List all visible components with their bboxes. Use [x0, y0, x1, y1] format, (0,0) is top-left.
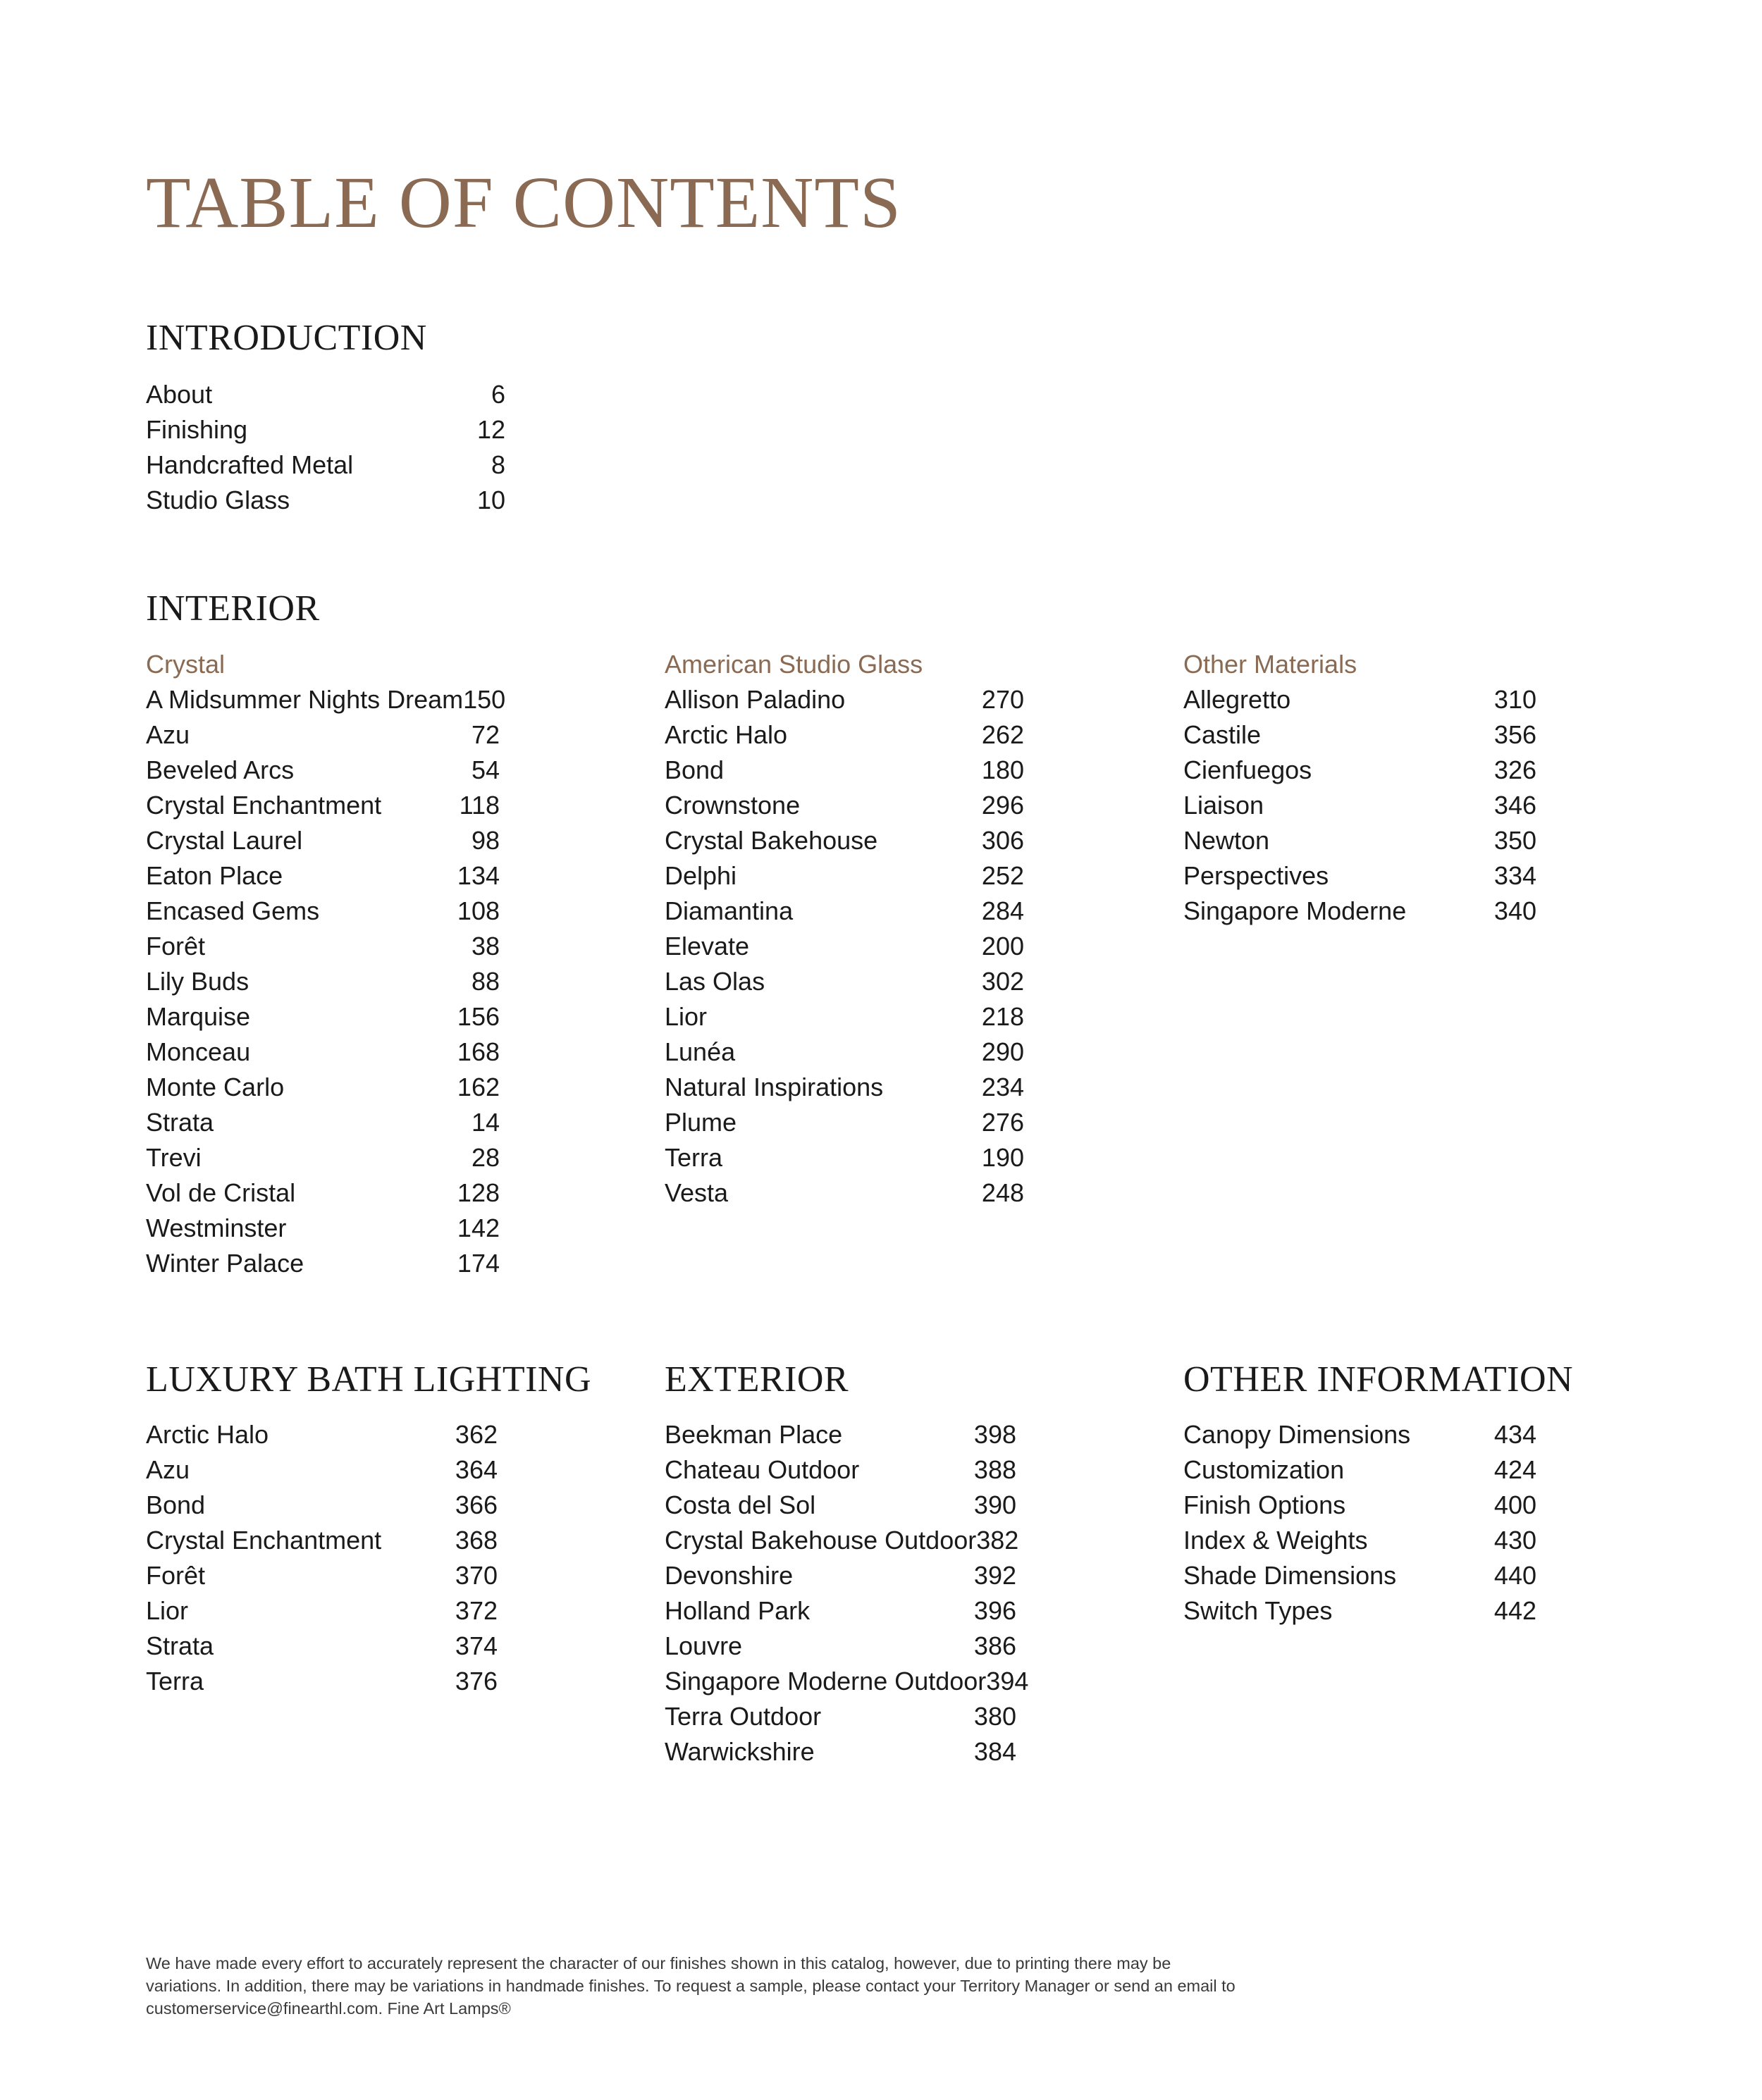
toc-entry-page: 398: [973, 1420, 1016, 1449]
toc-entry: [1183, 1417, 1536, 1452]
toc-entry-name: A Midsummer Nights Dream: [146, 685, 464, 714]
toc-entry-page: 306: [981, 826, 1024, 855]
crystal-subheading: Crystal: [146, 650, 226, 679]
toc-entry-name: Singapore Moderne Outdoor: [665, 1667, 987, 1696]
toc-entry: [1183, 1523, 1536, 1558]
toc-entry-page: 54: [471, 755, 500, 784]
toc-entry-page: 118: [459, 791, 500, 820]
toc-entry: [665, 1105, 1024, 1140]
toc-entry-name: Cienfuegos: [1183, 755, 1312, 784]
luxury-bath-heading: LUXURY BATH LIGHTING: [146, 1359, 592, 1400]
toc-entry-page: 98: [471, 826, 500, 855]
toc-entry: [146, 1105, 500, 1140]
other-materials-subheading: Other Materials: [1183, 650, 1357, 679]
toc-entry-name: Westminster: [146, 1213, 287, 1242]
toc-entry-name: Elevate: [665, 932, 750, 961]
toc-entry-page: 334: [1493, 861, 1536, 890]
toc-entry: [1183, 788, 1536, 823]
toc-entry-page: 200: [981, 932, 1024, 961]
toc-entry-page: 108: [457, 896, 500, 925]
toc-entry-name: Studio Glass: [146, 486, 290, 514]
toc-entry-name: Beekman Place: [665, 1420, 843, 1449]
toc-entry-name: Devonshire: [665, 1561, 794, 1590]
toc-entry-page: 296: [981, 791, 1024, 820]
toc-entry-name: Azu: [146, 720, 190, 749]
toc-entry-page: 270: [981, 685, 1024, 714]
toc-entry: [146, 1629, 498, 1664]
toc-entry-name: Finishing: [146, 415, 248, 444]
exterior-list: [665, 1417, 1029, 1769]
toc-entry-page: 424: [1493, 1455, 1536, 1484]
toc-entry-page: 384: [973, 1737, 1016, 1766]
toc-entry-page: 362: [455, 1420, 498, 1449]
toc-entry: [146, 1558, 498, 1593]
toc-entry-name: Crownstone: [665, 791, 801, 820]
toc-entry-page: 388: [973, 1455, 1016, 1484]
interior-other-materials-column: [1183, 647, 1536, 929]
toc-entry: [146, 1211, 500, 1246]
toc-entry-page: 382: [976, 1526, 1019, 1555]
toc-entry-name: Monceau: [146, 1037, 251, 1066]
toc-entry-page: 386: [973, 1631, 1016, 1660]
toc-entry: [665, 929, 1024, 964]
toc-entry: [665, 823, 1024, 858]
toc-entry-name: Shade Dimensions: [1183, 1561, 1397, 1590]
toc-entry-page: 290: [981, 1037, 1024, 1066]
toc-entry-page: 284: [981, 896, 1024, 925]
toc-entry-page: 190: [981, 1143, 1024, 1172]
toc-entry-name: Warwickshire: [665, 1737, 815, 1766]
toc-entry: [665, 788, 1024, 823]
toc-entry-name: Finish Options: [1183, 1490, 1346, 1519]
toc-entry: [1183, 1558, 1536, 1593]
toc-entry: [1183, 894, 1536, 929]
toc-entry-page: 368: [455, 1526, 498, 1555]
toc-entry-name: Bond: [665, 755, 725, 784]
toc-entry-page: 434: [1493, 1420, 1536, 1449]
toc-entry: [665, 1488, 1016, 1523]
toc-entry: [146, 412, 505, 447]
toc-entry-page: 364: [455, 1455, 498, 1484]
exterior-heading: EXTERIOR: [665, 1359, 849, 1400]
toc-entry-page: 88: [471, 967, 500, 996]
toc-entry-name: Beveled Arcs: [146, 755, 295, 784]
toc-entry-name: Liaison: [1183, 791, 1264, 820]
toc-entry: [665, 682, 1024, 717]
toc-entry: [665, 1452, 1016, 1488]
toc-entry-page: 440: [1493, 1561, 1536, 1590]
toc-entry-page: 252: [981, 861, 1024, 890]
toc-entry-page: 128: [457, 1178, 500, 1207]
interior-crystal-column: [146, 647, 506, 1281]
toc-entry-page: 174: [457, 1249, 500, 1278]
toc-entry-name: Arctic Halo: [146, 1420, 269, 1449]
toc-entry-name: Crystal Enchantment: [146, 1526, 382, 1555]
toc-entry: [146, 929, 500, 964]
american-studio-glass-list: [665, 682, 1024, 1211]
toc-entry: [665, 1034, 1024, 1070]
toc-entry: [1183, 1593, 1536, 1629]
toc-entry-page: 302: [981, 967, 1024, 996]
toc-entry-page: 390: [973, 1490, 1016, 1519]
crystal-list: [146, 682, 506, 1281]
toc-entry-name: Crystal Laurel: [146, 826, 303, 855]
toc-entry-page: 180: [981, 755, 1024, 784]
interior-heading: INTERIOR: [146, 588, 320, 629]
toc-entry: [146, 377, 505, 412]
toc-entry: [146, 1664, 498, 1699]
toc-entry-name: About: [146, 380, 213, 409]
page-title: TABLE OF CONTENTS: [146, 162, 901, 243]
toc-entry: [1183, 753, 1536, 788]
toc-entry-name: Lior: [665, 1002, 708, 1031]
toc-entry: [146, 483, 505, 518]
toc-entry-page: 28: [471, 1143, 500, 1172]
toc-entry-name: Arctic Halo: [665, 720, 788, 749]
toc-entry-page: 14: [471, 1108, 500, 1137]
toc-entry-page: 248: [981, 1178, 1024, 1207]
toc-entry-page: 38: [471, 932, 500, 961]
toc-entry: [665, 1629, 1016, 1664]
toc-entry-name: Azu: [146, 1455, 190, 1484]
toc-entry-name: Bond: [146, 1490, 206, 1519]
toc-entry-page: 262: [981, 720, 1024, 749]
toc-entry-page: 370: [455, 1561, 498, 1590]
toc-entry-name: Newton: [1183, 826, 1270, 855]
toc-entry-name: Monte Carlo: [146, 1073, 285, 1101]
toc-entry-name: Forêt: [146, 1561, 206, 1590]
toc-entry: [665, 1070, 1024, 1105]
toc-entry-page: 234: [981, 1073, 1024, 1101]
toc-entry-name: Castile: [1183, 720, 1262, 749]
toc-entry-name: Encased Gems: [146, 896, 320, 925]
toc-entry-page: 10: [476, 486, 505, 514]
toc-entry-page: 356: [1493, 720, 1536, 749]
toc-entry: [146, 788, 500, 823]
toc-entry-name: Costa del Sol: [665, 1490, 816, 1519]
other-materials-list: [1183, 682, 1536, 929]
toc-entry-page: 380: [973, 1702, 1016, 1731]
toc-entry-page: 12: [476, 415, 505, 444]
interior-american-studio-glass-column: [665, 647, 1024, 1211]
toc-entry-page: 366: [455, 1490, 498, 1519]
introduction-heading: INTRODUCTION: [146, 318, 427, 358]
toc-entry: [146, 964, 500, 999]
toc-entry: [146, 894, 500, 929]
toc-entry-name: Terra: [146, 1667, 204, 1696]
toc-entry: [146, 999, 500, 1034]
toc-entry-name: Canopy Dimensions: [1183, 1420, 1411, 1449]
luxury-bath-list: [146, 1417, 498, 1699]
toc-entry-name: Strata: [146, 1108, 214, 1137]
introduction-list: [146, 377, 505, 518]
toc-entry-name: Eaton Place: [146, 861, 283, 890]
toc-entry-page: 142: [457, 1213, 500, 1242]
toc-entry-name: Crystal Enchantment: [146, 791, 382, 820]
toc-entry-name: Handcrafted Metal: [146, 450, 354, 479]
toc-entry-page: 6: [491, 380, 505, 409]
toc-entry-name: Perspectives: [1183, 861, 1329, 890]
toc-entry: [665, 753, 1024, 788]
toc-entry-page: 392: [973, 1561, 1016, 1590]
toc-entry-name: Singapore Moderne: [1183, 896, 1407, 925]
toc-entry-name: Terra: [665, 1143, 723, 1172]
toc-entry-page: 346: [1493, 791, 1536, 820]
toc-entry-name: Switch Types: [1183, 1596, 1333, 1625]
toc-entry-name: Allegretto: [1183, 685, 1291, 714]
toc-entry-page: 350: [1493, 826, 1536, 855]
toc-entry-page: 134: [457, 861, 500, 890]
toc-entry-name: Plume: [665, 1108, 737, 1137]
toc-entry: [665, 1593, 1016, 1629]
toc-entry-name: Diamantina: [665, 896, 794, 925]
toc-entry: [146, 1246, 500, 1281]
other-information-heading: OTHER INFORMATION: [1183, 1359, 1574, 1400]
toc-entry: [146, 1452, 498, 1488]
toc-entry-page: 156: [457, 1002, 500, 1031]
toc-entry-name: Crystal Bakehouse: [665, 826, 878, 855]
toc-entry-name: Lily Buds: [146, 967, 249, 996]
toc-entry-name: Trevi: [146, 1143, 202, 1172]
toc-entry: [665, 858, 1024, 894]
toc-entry: [146, 753, 500, 788]
toc-entry: [665, 717, 1024, 753]
toc-entry: [665, 1558, 1016, 1593]
toc-entry: [146, 858, 500, 894]
toc-entry: [1183, 858, 1536, 894]
toc-entry-name: Allison Paladino: [665, 685, 846, 714]
toc-entry-name: Lunéa: [665, 1037, 736, 1066]
toc-entry: [665, 1140, 1024, 1175]
toc-entry-name: Strata: [146, 1631, 214, 1660]
american-studio-glass-subheading: American Studio Glass: [665, 650, 923, 679]
toc-entry-page: 162: [457, 1073, 500, 1101]
toc-entry-name: Vol de Cristal: [146, 1178, 296, 1207]
toc-entry-name: Lior: [146, 1596, 189, 1625]
toc-entry-page: 150: [463, 685, 506, 714]
toc-entry-page: 72: [471, 720, 500, 749]
toc-entry-name: Vesta: [665, 1178, 729, 1207]
toc-entry-name: Louvre: [665, 1631, 743, 1660]
toc-entry: [146, 447, 505, 483]
toc-entry: [146, 1175, 500, 1211]
toc-entry-page: 442: [1493, 1596, 1536, 1625]
toc-entry-name: Holland Park: [665, 1596, 811, 1625]
other-information-list: [1183, 1417, 1536, 1629]
toc-entry: [1183, 1488, 1536, 1523]
toc-entry-name: Index & Weights: [1183, 1526, 1368, 1555]
toc-entry: [146, 1488, 498, 1523]
toc-entry: [665, 999, 1024, 1034]
toc-entry-page: 400: [1493, 1490, 1536, 1519]
toc-entry-page: 396: [973, 1596, 1016, 1625]
toc-entry-page: 310: [1493, 685, 1536, 714]
toc-entry-page: 372: [455, 1596, 498, 1625]
toc-entry: [665, 1417, 1016, 1452]
toc-entry: [1183, 1452, 1536, 1488]
toc-entry: [146, 682, 506, 717]
toc-entry-page: 376: [455, 1667, 498, 1696]
toc-entry: [146, 1070, 500, 1105]
toc-entry-page: 430: [1493, 1526, 1536, 1555]
toc-entry: [665, 1523, 1019, 1558]
footer-disclaimer: We have made every effort to accurately represent the character of our finishes shown in this catalog, however, due to printing there may be variations. In addition, there may be variations in handmade finishes. To request a sample, please contact your Territory Manager or send an email to customerservice@finearthl.com. Fine Art Lamps®: [146, 1954, 1236, 2018]
toc-entry: [146, 823, 500, 858]
toc-entry: [146, 1034, 500, 1070]
toc-entry: [146, 1140, 500, 1175]
toc-entry: [146, 1417, 498, 1452]
toc-entry-page: 168: [457, 1037, 500, 1066]
toc-entry-name: Las Olas: [665, 967, 765, 996]
toc-entry: [665, 964, 1024, 999]
toc-entry: [665, 1175, 1024, 1211]
toc-entry-page: 374: [455, 1631, 498, 1660]
toc-entry-page: 8: [491, 450, 505, 479]
toc-entry: [1183, 682, 1536, 717]
toc-entry: [1183, 717, 1536, 753]
toc-entry: [665, 894, 1024, 929]
toc-entry-name: Customization: [1183, 1455, 1345, 1484]
toc-entry-name: Winter Palace: [146, 1249, 304, 1278]
toc-entry: [1183, 823, 1536, 858]
toc-entry-name: Marquise: [146, 1002, 251, 1031]
toc-entry-page: 276: [981, 1108, 1024, 1137]
toc-entry-name: Crystal Bakehouse Outdoor: [665, 1526, 977, 1555]
toc-entry-name: Chateau Outdoor: [665, 1455, 860, 1484]
toc-entry: [146, 1593, 498, 1629]
toc-entry-page: 218: [981, 1002, 1024, 1031]
toc-entry: [665, 1699, 1016, 1734]
toc-entry-page: 326: [1493, 755, 1536, 784]
toc-entry-name: Forêt: [146, 932, 206, 961]
toc-entry: [665, 1734, 1016, 1769]
toc-entry-name: Natural Inspirations: [665, 1073, 884, 1101]
toc-entry-name: Terra Outdoor: [665, 1702, 822, 1731]
toc-entry-name: Delphi: [665, 861, 737, 890]
toc-entry-page: 394: [986, 1667, 1029, 1696]
toc-entry: [146, 1523, 498, 1558]
toc-entry: [665, 1664, 1029, 1699]
toc-entry: [146, 717, 500, 753]
toc-entry-page: 340: [1493, 896, 1536, 925]
